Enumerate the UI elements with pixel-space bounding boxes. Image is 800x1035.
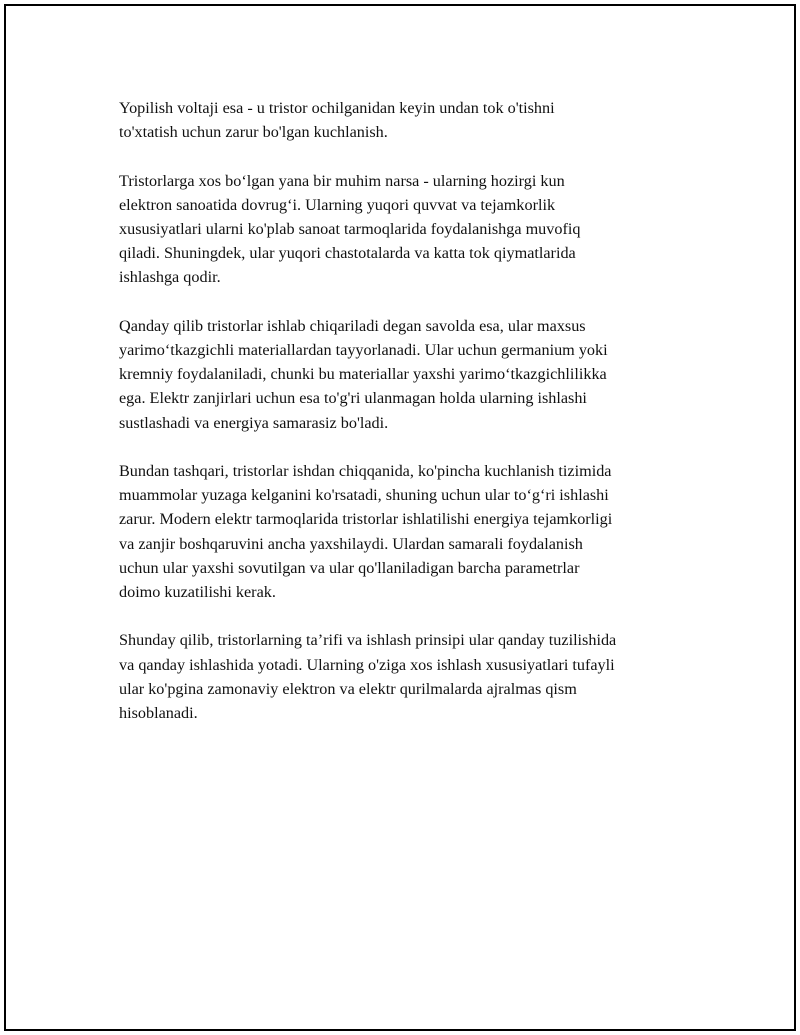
document-body (119, 96, 679, 749)
paragraph-thyristor-importance: Tristorlarga xos bo‘lgan yana bir muhim narsa - ularning hozirgi kun elektron sanoatida dovrug‘i. Ularning yuqori quvvat va tejamkorlik xususiyatlari ularni ko'plab sanoat tarmoqlarida foydalanishga muvofiq qiladi. Shuningdek, ular yuqori chastotalarda va katta tok qiymatlarida ishlashga qodir. (119, 171, 581, 287)
paragraph-failures: Bundan tashqari, tristorlar ishdan chiqqanida, ko'pincha kuchlanish tizimida muammolar yuzaga kelganini ko'rsatadi, shuning uchun ular to‘g‘ri ishlashi zarur. Modern elektr tarmoqlarida tristorlar ishlatilishi energiya tejamkorligi va zanjir boshqaruvini ancha yaxshilaydi. Ulardan samarali foydalanish uchun ular yaxshi sovutilgan va ular qo'llaniladigan barcha parametrlar doimo kuzatilishi kerak. (119, 462, 613, 602)
document-page (4, 4, 796, 1031)
paragraph-manufacturing: Qanday qilib tristorlar ishlab chiqariladi degan savolda esa, ular maxsus yarimo‘tkazgichli materiallardan tayyorlanadi. Ular uchun germanium yoki kremniy foydalaniladi, chunki bu materiallar yaxshi yarimo‘tkazgichlilikka ega. Elektr zanjirlari uchun esa to'g'ri ulanmagan holda ularning ishlashi sustlashadi va energiya samarasiz bo'ladi. (119, 316, 608, 432)
paragraph-conclusion: Shunday qilib, tristorlarning ta’rifi va ishlash prinsipi ular qanday tuzilishida va qanday ishlashida yotadi. Ularning o'ziga xos ishlash xususiyatlari tufayli ular ko'pgina zamonaviy elektron va elektr qurilmalarda ajralmas qism hisoblanadi. (119, 631, 617, 723)
paragraph-closing-voltage: Yopilish voltaji esa - u tristor ochilganidan keyin undan tok o'tishni to'xtatish uchun zarur bo'lgan kuchlanish. (119, 99, 555, 142)
